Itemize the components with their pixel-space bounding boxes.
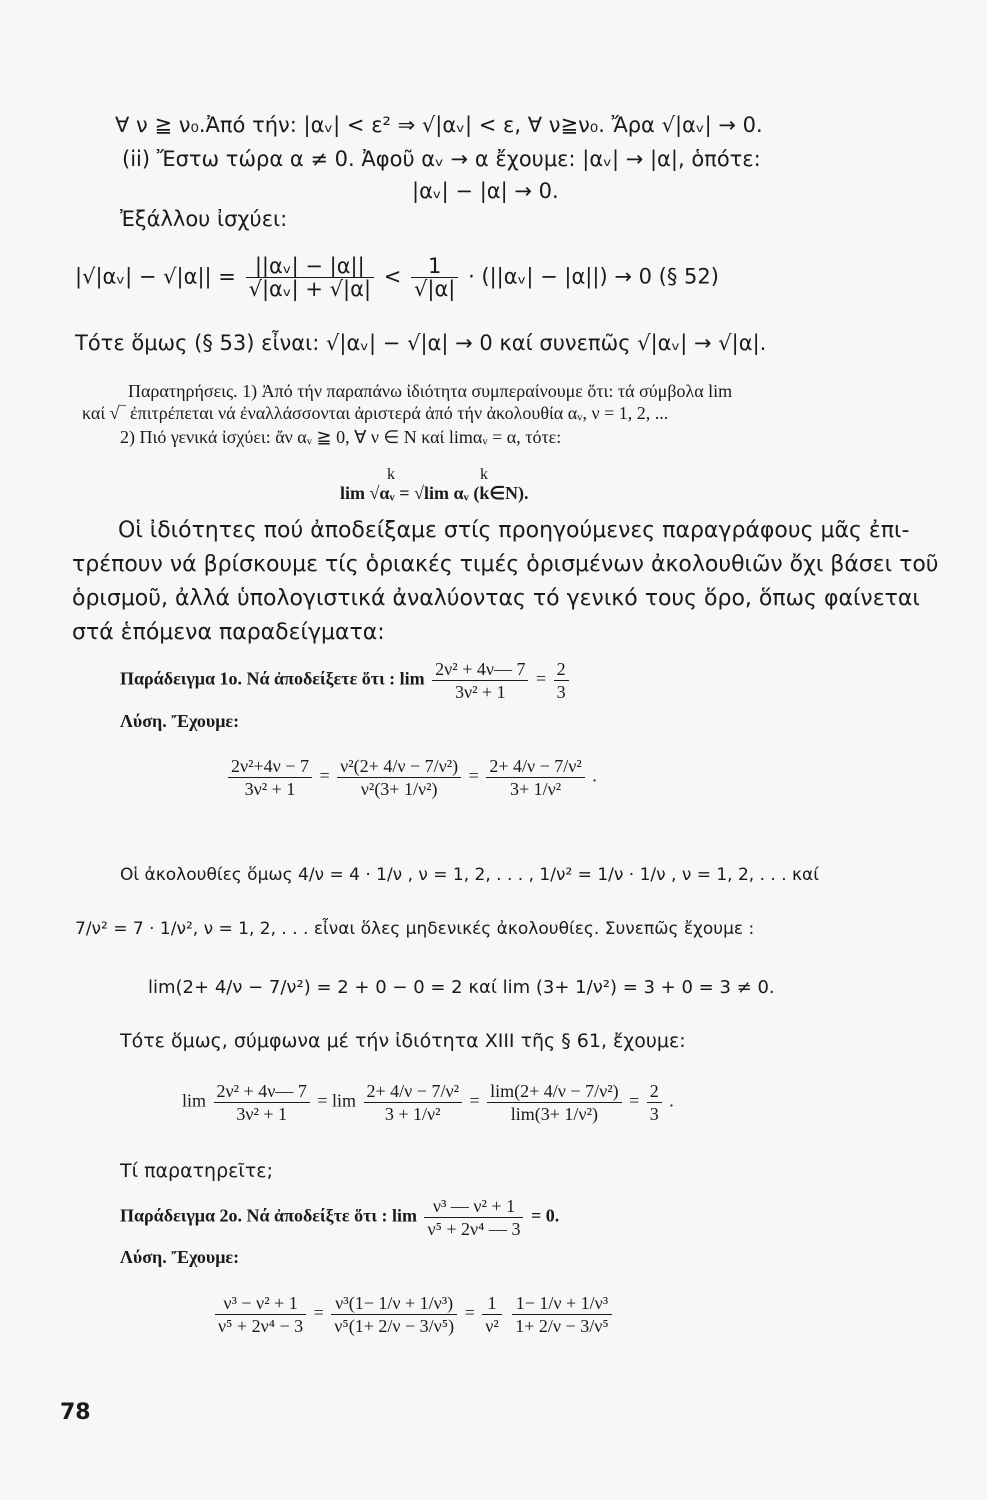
- eq2-d2: ν²(3+ 1/ν²): [360, 779, 438, 799]
- ex2-res: = 0.: [530, 1205, 560, 1226]
- root-index-1: k: [387, 466, 395, 483]
- example-1-title: [120, 658, 572, 703]
- paragraph-line-2: τρέπουν νά βρίσκουμε τίς ὁριακές τιμές ὁρισμένων ἀκολουθιῶν ὄχι βάσει τοῦ: [72, 552, 939, 577]
- paragraph-line-1: Οἱ ἰδιότητες πού ἀποδείξαμε στίς προηγούμενες παραγράφους μᾶς ἐπι-: [118, 518, 910, 543]
- eq3-lim: lim: [182, 1090, 207, 1111]
- eq2-d3: 3+ 1/ν²: [509, 779, 562, 799]
- remarks-line-3: 2) Πιό γενικά ἰσχύει: ἄν αᵥ ≧ 0, ∀ ν ∈ N καί limαᵥ = α, τότε:: [120, 427, 562, 447]
- text-line-2: (ii) Ἔστω τώρα α ≠ 0. Ἀφοῦ αᵥ → α ἔχουμε: |αᵥ| → |α|, ὁπότε:: [122, 147, 761, 171]
- eq4-n2: ν³(1− 1/ν + 1/ν³): [331, 1292, 457, 1315]
- eq3-n4: 2: [647, 1080, 662, 1103]
- eq3-d3: lim(3+ 1/ν²): [510, 1104, 598, 1124]
- ex1-den: 3ν² + 1: [454, 682, 506, 702]
- eq4-d2: ν⁵(1+ 2/ν − 3/ν⁵): [334, 1316, 455, 1336]
- page-number: 78: [60, 1400, 91, 1425]
- eq4-n1: ν³ − ν² + 1: [215, 1292, 306, 1315]
- eq-1-lt: <: [383, 264, 402, 289]
- remarks-line-4: lim √αᵥ = √lim αᵥ (k∈N).: [340, 483, 529, 503]
- eq2-d1: 3ν² + 1: [244, 779, 296, 799]
- eq4-d3: ν²: [485, 1316, 499, 1336]
- eq-1-lhs: |√|αᵥ| − √|α|| =: [75, 264, 236, 289]
- root-index-2: k: [480, 466, 488, 483]
- eq3-n2: 2+ 4/ν − 7/ν²: [364, 1080, 462, 1103]
- text-line-3: |αᵥ| − |α| → 0.: [412, 179, 559, 203]
- eq3-n1: 2ν² + 4ν— 7: [214, 1080, 310, 1103]
- example-1-label: Παράδειγμα 1ο. Νά ἀποδείξετε ὅτι : lim: [120, 668, 425, 689]
- eq3-d2: 3 + 1/ν²: [384, 1104, 441, 1124]
- paragraph-line-4: στά ἑπόμενα παραδείγματα:: [72, 620, 385, 645]
- eq4-n4: 1− 1/ν + 1/ν³: [512, 1292, 611, 1315]
- equation-3: lim $\frac{\text{2ν² + 4ν— 7}}{\text{3ν² + 1}}$ = lim $\frac{\text{2+ 4/ν − 7/ν²}}{\text{3 + 1/ν²}}$ = $\frac{\text{lim(2+ 4/ν − 7/ν²)}}{\text{lim(3+ 1/ν²)}}$ = $\frac{2}{3}$ .: [182, 1081, 674, 1124]
- ex2-den: ν⁵ + 2ν⁴ — 3: [427, 1219, 521, 1239]
- ex1-num: 2ν² + 4ν— 7: [432, 658, 528, 681]
- eq-1-rhs: · (||αᵥ| − |α||) → 0 (§ 52): [468, 264, 719, 289]
- text-line-4: Ἐξάλλου ἰσχύει:: [120, 207, 288, 231]
- paragraph-line-3: ὁρισμοῦ, ἀλλά ὑπολογιστικά ἀναλύοντας τό γενικό τους ὅρο, ὅπως φαίνεται: [72, 586, 920, 611]
- eq3-d4: 3: [649, 1104, 659, 1124]
- remarks-line-2: καί √‾ ἐπιτρέπεται νά ἐναλλάσσονται ἀριστερά ἀπό τήν ἀκολουθία αᵥ, ν = 1, 2, ...: [82, 403, 669, 423]
- eq3-n3: lim(2+ 4/ν − 7/ν²): [487, 1080, 621, 1103]
- ex2-num: ν³ — ν² + 1: [424, 1195, 523, 1218]
- eq2-n3: 2+ 4/ν − 7/ν²: [486, 755, 584, 778]
- eq4-d1: ν⁵ + 2ν⁴ − 3: [218, 1316, 304, 1336]
- observe-line: Τί παρατηρεῖτε;: [120, 1160, 273, 1182]
- sequences-line-1: Οἱ ἀκολουθίες ὅμως 4/ν = 4 · 1/ν , ν = 1, 2, . . . , 1/ν² = 1/ν · 1/ν , ν = 1, 2, . . . καί: [120, 865, 820, 885]
- eq4-n3: 1: [482, 1292, 502, 1315]
- ex1-eq: =: [535, 668, 547, 689]
- equation-2: $\frac{\text{2ν²+4ν − 7}}{\text{3ν² + 1}}$ = $\frac{\text{ν²(2+ 4/ν − 7/ν²)}}{\text{ν²(3+ 1/ν²)}}$ = $\frac{\text{2+ 4/ν − 7/ν²}}{\text{3+ 1/ν²}}$ .: [225, 755, 597, 800]
- solution-2-label: Λύση. Ἔχουμε:: [120, 1247, 240, 1267]
- eq3-d1: 3ν² + 1: [236, 1104, 288, 1124]
- equation-4: $\frac{\text{ν³ − ν² + 1}}{\text{ν⁵ + 2ν⁴ − 3}}$ = $\frac{\text{ν³(1− 1/ν + 1/ν³)}}{\text{ν⁵(1+ 2/ν − 3/ν⁵)}}$ = $\frac{1}{\text{ν²}}$ $\frac{\text{1− 1/ν + 1/ν³}}{\text{1+ 2/ν − 3/ν⁵}}$: [212, 1292, 615, 1337]
- eq-1-num2: 1: [411, 255, 458, 278]
- solution-1-label: Λύση. Ἔχουμε:: [120, 711, 240, 731]
- eq3-mid: = lim: [317, 1090, 356, 1111]
- ex1-rden: 3: [556, 682, 566, 702]
- eq-1-num: ||αᵥ| − |α||: [246, 255, 374, 278]
- limits-line: lim(2+ 4/ν − 7/ν²) = 2 + 0 − 0 = 2 καί lim (3+ 1/ν²) = 3 + 0 = 3 ≠ 0.: [148, 977, 775, 998]
- eq2-n1: 2ν²+4ν − 7: [228, 755, 312, 778]
- example-2-title: [120, 1195, 559, 1240]
- sequences-line-2: 7/ν² = 7 · 1/ν², ν = 1, 2, . . . εἶναι ὅλες μηδενικές ἀκολουθίες. Συνεπῶς ἔχουμε :: [75, 919, 755, 939]
- eq-1-den: √|αᵥ| + √|α|: [248, 277, 372, 301]
- text-line-1: ∀ ν ≧ ν₀.Ἀπό τήν: |αᵥ| < ε² ⇒ √|αᵥ| < ε, ∀ ν≧ν₀. Ἄρα √|αᵥ| → 0.: [115, 113, 763, 137]
- text-line-6: Τότε ὅμως (§ 53) εἶναι: √|αᵥ| − √|α| → 0 καί συνεπῶς √|αᵥ| → √|α|.: [75, 331, 767, 355]
- remarks-1-text: Παρατηρήσεις. 1) Ἀπό τήν παραπάνω ἰδιότητα συμπεραίνουμε ὅτι: τά σύμβολα lim: [128, 381, 733, 401]
- eq2-n2: ν²(2+ 4/ν − 7/ν²): [337, 755, 461, 778]
- ex1-rnum: 2: [554, 658, 569, 681]
- property-line: Τότε ὅμως, σύμφωνα μέ τήν ἰδιότητα XIII τῆς § 61, ἔχουμε:: [120, 1030, 686, 1052]
- eq4-d4: 1+ 2/ν − 3/ν⁵: [515, 1316, 609, 1336]
- equation-1: [75, 255, 719, 300]
- example-2-label: Παράδειγμα 2ο. Νά ἀποδείξτε ὅτι : lim: [120, 1205, 417, 1226]
- eq-1-den2: √|α|: [414, 277, 456, 301]
